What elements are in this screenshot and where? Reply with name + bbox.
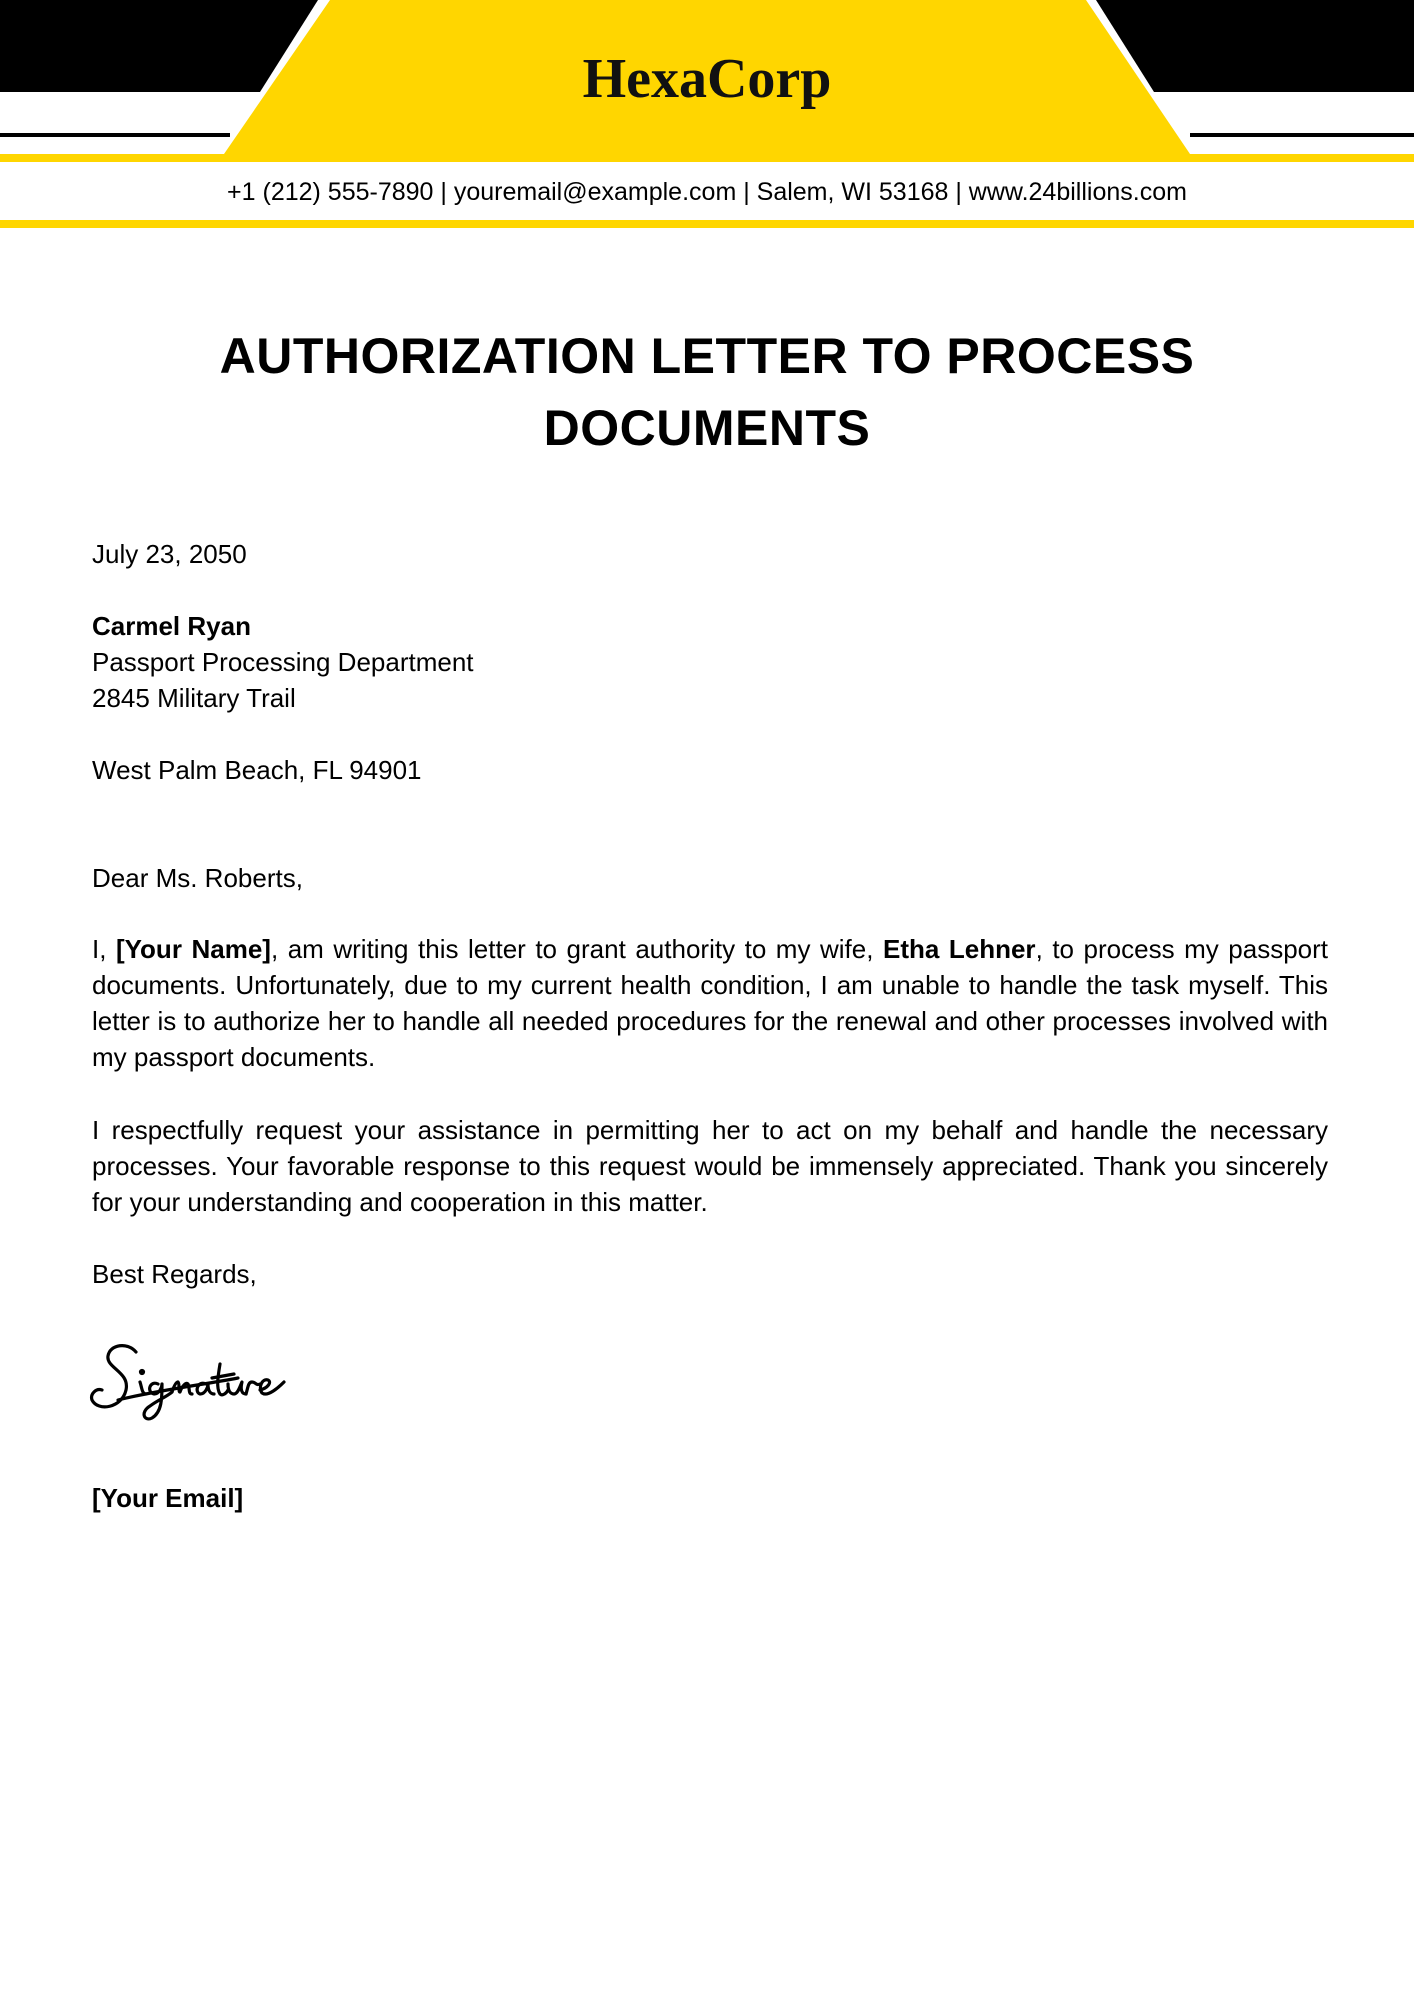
recipient-city: West Palm Beach, FL 94901: [92, 755, 422, 785]
email-placeholder: [Your Email]: [92, 1483, 244, 1513]
letter-date: July 23, 2050: [92, 539, 247, 569]
company-name: HexaCorp: [582, 48, 832, 110]
letter-title: AUTHORIZATION LETTER TO PROCESS DOCUMENTS: [219, 328, 1195, 456]
recipient-department: Passport Processing Department: [92, 647, 474, 677]
upper-yellow-rule: [0, 154, 1414, 162]
authorized-person-name: Etha Lehner: [883, 934, 1036, 964]
handwritten-signature: [88, 1338, 298, 1428]
paragraph-2: I respectfully request your assistance in permitting her to act on my behalf and handle the necessary processes. Your favorable response to this request would be immensely appreciated. Thank you sincerely for your understanding and cooperation in this matter.: [92, 1115, 1328, 1217]
contact-line: +1 (212) 555-7890 | youremail@example.com | Salem, WI 53168 | www.24billions.com: [227, 178, 1187, 206]
recipient-street: 2845 Military Trail: [92, 683, 296, 713]
paragraph-1: [92, 931, 1328, 1075]
recipient-block: [92, 608, 1328, 788]
paragraph-1-text-a: I,: [92, 934, 116, 964]
paragraph-1-text-b: , am writing this letter to grant authority to my wife,: [270, 934, 883, 964]
paragraph-1-text-c: , to process my passport documents. Unfortunately, due to my current health condition, I am unable to handle the task myself. This letter is to authorize her to handle all needed procedures for the renewal and other processes involved with my passport documents.: [92, 934, 1329, 1072]
sender-name-placeholder: [Your Name]: [115, 934, 271, 964]
closing: Best Regards,: [92, 1259, 257, 1289]
salutation: Dear Ms. Roberts,: [92, 863, 303, 893]
lower-yellow-rule: [0, 220, 1414, 228]
recipient-name: Carmel Ryan: [92, 611, 251, 641]
